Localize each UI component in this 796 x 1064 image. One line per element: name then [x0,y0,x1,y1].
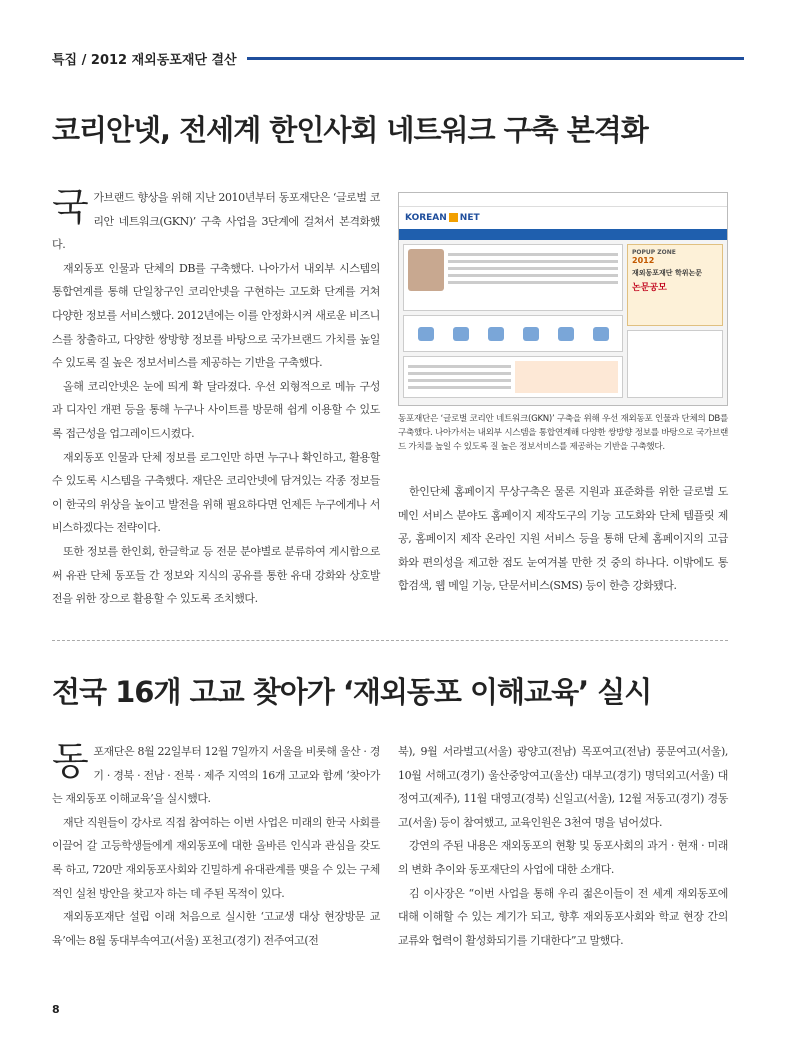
koreannet-logo: KOREAN NET [405,213,480,223]
paragraph: 재외동포재단 설립 이래 처음으로 실시한 ‘고교생 대상 현장방문 교육’에는 8월 동대부속여고(서울) 포천고(경기) 전주여고(전 [52,910,380,947]
paragraph: 올해 코리안넷은 눈에 띄게 확 달라졌다. 우선 외형적으로 메뉴 구성과 디자인 개편 등을 통해 누구나 사이트를 방문해 쉽게 이용할 수 있도록 접근성을 업그레이드시켰다. [52,379,380,440]
paragraph: 한인단체 홈페이지 무상구축은 물론 지원과 표준화를 위한 글로벌 도메인 서비스 분야도 홈페이지 제작도구의 기능 고도화와 단체 템플릿 제공, 홈페이지 제작 온라인 지원 서비스 등을 통해 단체 홈페이지의 고급화와 편의성을 제고한 점도 눈여겨볼 만한 것 중의 하나다. 이밖에도 통합검색, 웹 메일 기능, 단문서비스(SMS) 등이 한층 강화됐다. [398,485,728,593]
paragraph: 재단 직원들이 강사로 직접 참여하는 이번 사업은 미래의 한국 사회를 이끌어 갈 고등학생들에게 재외동포에 대한 올바른 인식과 관심을 갖도록 하고, 720만 재외동포사회와 긴밀하게 유대관계를 맺을 수 있는 구체적인 실천 방안을 찾고자 하는 데 주된 목적이 있다. [52,815,380,900]
service-icon [523,327,539,341]
side-panel [627,330,723,398]
article-column-left [52,186,380,611]
screenshot-body [399,240,727,402]
drop-cap: 국 [52,185,89,229]
screenshot-main [403,244,623,398]
paragraph: 김 이사장은 “이번 사업을 통해 우리 젊은이들이 전 세계 재외동포에 대해 이해할 수 있는 계기가 되고, 향후 재외동포사회와 학교 현장 간의 교류와 협력이 활성화되기를 기대한다”고 말했다. [398,886,728,947]
paragraph: 동포재단은 8월 22일부터 12월 7일까지 서울을 비롯해 울산 · 경기 · 경북 · 전남 · 전북 · 제주 지역의 16개 고교와 함께 ‘찾아가는 재외동포 이해교육’을 실시했다. [52,739,380,806]
website-screenshot-image [398,192,728,406]
paragraph: 재외동포 인물과 단체의 DB를 구축했다. 나아가서 내외부 시스템의 통합연계를 통해 단일창구인 코리안넷을 구현하는 고도화 단계를 거쳐 다양한 정보를 서비스했다. 2012년에는 이를 안정화시켜 새로운 비즈니스를 창출하고, 다양한 쌍방향 정보를 바탕으로 국가브랜드 가치를 높일 수 있도록 질 높은 정보서비스를 제공하는 기반을 구축했다. [52,261,380,370]
service-icon [558,327,574,341]
service-icon [593,327,609,341]
paragraph: 또한 정보를 한인회, 한글학교 등 전문 분야별로 분류하여 게시함으로써 유관 단체 동포들 간 정보와 지식의 공유를 통한 유대 강화와 상호발전을 위한 장으로 활용할 수 있도록 조치했다. [52,544,380,606]
header-rule [247,57,744,60]
paragraph: 북), 9월 서라벌고(서울) 광양고(전남) 목포여고(전남) 풍문여고(서울), 10월 서해고(경기) 울산중앙여고(울산) 대부고(경기) 명덕외고(서울) 대정여고(제주), 11월 대영고(경북) 신일고(서울), 12월 저동고(경기) 경동고(서울) 등이 참여했고, 교육인원은 3천여 명을 넘어섰다. [398,745,728,829]
portrait-image [408,249,444,291]
service-icon [418,327,434,341]
page-number: 8 [52,1003,60,1016]
paragraph: 재외동포 인물과 단체 정보를 로그인만 하면 누구나 확인하고, 활용할 수 있도록 시스템을 구축했다. 재단은 코리안넷에 담겨있는 각종 정보들이 한국의 위상을 높이고 발전을 위해 필요하다면 언제든 누구에게나 서비스하겠다는 전략이다. [52,450,380,535]
article-column-right [398,740,728,952]
image-caption: 동포재단은 ‘글로벌 코리안 네트워크(GKN)’ 구축을 위해 우선 재외동포 인물과 단체의 DB를 구축했다. 나아가서는 내외부 시스템을 통합연계해 다양한 쌍방향 정보를 바탕으로 국가브랜드 가치를 높일 수 있도록 질 높은 정보서비스를 제공하는 기반을 구축했다. [398,414,728,452]
promo-box [515,361,618,393]
screenshot-side [627,244,723,398]
paragraph: 강연의 주된 내용은 재외동포의 현황 및 동포사회의 과거 · 현재 · 미래의 변화 추이와 동포재단의 사업에 대한 소개다. [398,839,728,876]
logo-mark-icon [449,213,458,222]
article-divider [52,640,728,641]
article-title: 전국 16개 고교 찾아가 ‘재외동포 이해교육’ 실시 [52,675,652,709]
section-label: 특집 / 2012 재외동포재단 결산 [52,52,237,68]
section-header [52,47,744,69]
drop-cap: 동 [52,739,89,783]
article-title: 코리안넷, 전세계 한인사회 네트워크 구축 본격화 [52,113,648,147]
popup-ad: POPUP ZONE 2012 재외동포재단 학위논문 논문공모 [627,244,723,326]
screenshot-nav [399,229,727,240]
screenshot-logo-row [399,207,727,229]
news-lines [408,361,511,393]
screenshot-icon-panel [403,315,623,352]
screenshot-topbar [399,193,727,207]
service-icon [488,327,504,341]
article-column-left [52,740,380,952]
article-column-right [398,480,728,598]
screenshot-feature-panel [403,244,623,311]
service-icon [453,327,469,341]
paragraph: 국가브랜드 향상을 위해 지난 2010년부터 동포재단은 ‘글로벌 코리안 네트워크(GKN)’ 구축 사업을 3단계에 걸쳐서 본격화했다. [52,185,380,252]
text-lines [448,249,618,306]
screenshot-news-panel [403,356,623,398]
